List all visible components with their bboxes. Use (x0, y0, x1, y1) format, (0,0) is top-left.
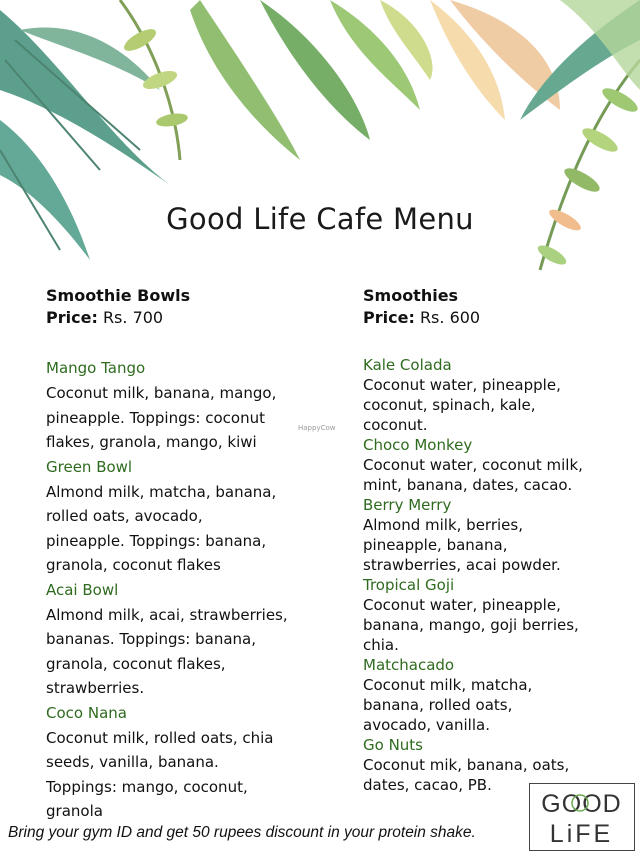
menu-item-description: coconut, spinach, kale, (363, 396, 536, 414)
menu-item-description: seeds, vanilla, banana. (46, 753, 219, 771)
menu-title: Good Life Cafe Menu (166, 202, 474, 236)
menu-item-name: Green Bowl (46, 457, 133, 476)
menu-item-name: Kale Colada (363, 356, 452, 374)
menu-item-description: avocado, vanilla. (363, 716, 490, 734)
menu-item-name: Acai Bowl (46, 580, 119, 599)
menu-item-description: Almond milk, acai, strawberries, (46, 605, 288, 624)
menu-item-name: Choco Monkey (363, 436, 473, 454)
menu-item-name: Tropical Goji (363, 576, 455, 594)
gym-discount-note: Bring your gym ID and get 50 rupees discount in your protein shake. (8, 824, 476, 841)
menu-item-description: Toppings: mango, coconut, (46, 777, 248, 796)
menu-item-name: Berry Merry (363, 496, 452, 514)
price-label: Price: (363, 308, 415, 327)
menu-item-description: banana, rolled oats, (363, 696, 513, 714)
menu-item-description: Coconut water, coconut milk, (363, 456, 583, 474)
logo-word-life: LiFE (549, 820, 614, 848)
menu-item-description: banana, mango, goji berries, (363, 616, 579, 634)
good-life-logo (529, 783, 635, 851)
menu-item-description: dates, cacao, PB. (363, 776, 492, 794)
menu-item-description: Coconut milk, banana, mango, (46, 384, 277, 402)
menu-item-description: granola (46, 802, 103, 820)
menu-item-name: Mango Tango (46, 359, 146, 377)
price-label: Price: (46, 308, 98, 327)
happycow-watermark: HappyCow (298, 424, 336, 432)
menu-item-description: Coconut milk, matcha, (363, 676, 533, 694)
section-heading: Smoothie Bowls (46, 286, 191, 305)
menu-item-description: strawberries, acai powder. (363, 556, 561, 574)
menu-item-description: strawberries. (46, 679, 145, 697)
menu-item-description: rolled oats, avocado, (46, 507, 203, 525)
menu-item-description: chia. (363, 636, 399, 654)
menu-item-description: flakes, granola, mango, kiwi (46, 433, 257, 451)
section-price (363, 307, 628, 329)
menu-item-name: Coco Nana (46, 703, 127, 722)
menu-item-name: Go Nuts (363, 736, 423, 754)
logo-word-good: GOOD (541, 790, 622, 818)
menu-item-description: pineapple, banana, (363, 536, 508, 554)
menu-item-description: Coconut water, pineapple, (363, 596, 561, 614)
menu-item-description: pineapple. Toppings: coconut (46, 408, 266, 427)
price-value: Rs. 600 (419, 308, 481, 327)
smoothies-section (363, 285, 628, 795)
menu-item-description: mint, banana, dates, cacao. (363, 476, 573, 494)
menu-item-description: coconut. (363, 416, 428, 434)
good-life-logo-mark (530, 784, 633, 849)
section-heading: Smoothies (363, 286, 459, 305)
section-price (46, 307, 326, 329)
menu-item-description: Almond milk, berries, (363, 516, 523, 534)
menu-item-description: Coconut water, pineapple, (363, 376, 561, 394)
menu-item-description: bananas. Toppings: banana, (46, 630, 257, 648)
menu-item-description: pineapple. Toppings: banana, (46, 531, 267, 550)
tropical-leaves-illustration (0, 0, 640, 290)
menu-item-description: Coconut milk, rolled oats, chia (46, 728, 274, 747)
smoothie-bowls-section (46, 285, 326, 824)
price-value: Rs. 700 (102, 308, 164, 327)
menu-item-description: Coconut mik, banana, oats, (363, 756, 570, 774)
menu-item-description: granola, coconut flakes, (46, 654, 226, 673)
menu-item-name: Matchacado (363, 656, 455, 674)
menu-item-description: granola, coconut flakes (46, 556, 221, 574)
menu-item-description: Almond milk, matcha, banana, (46, 482, 277, 501)
